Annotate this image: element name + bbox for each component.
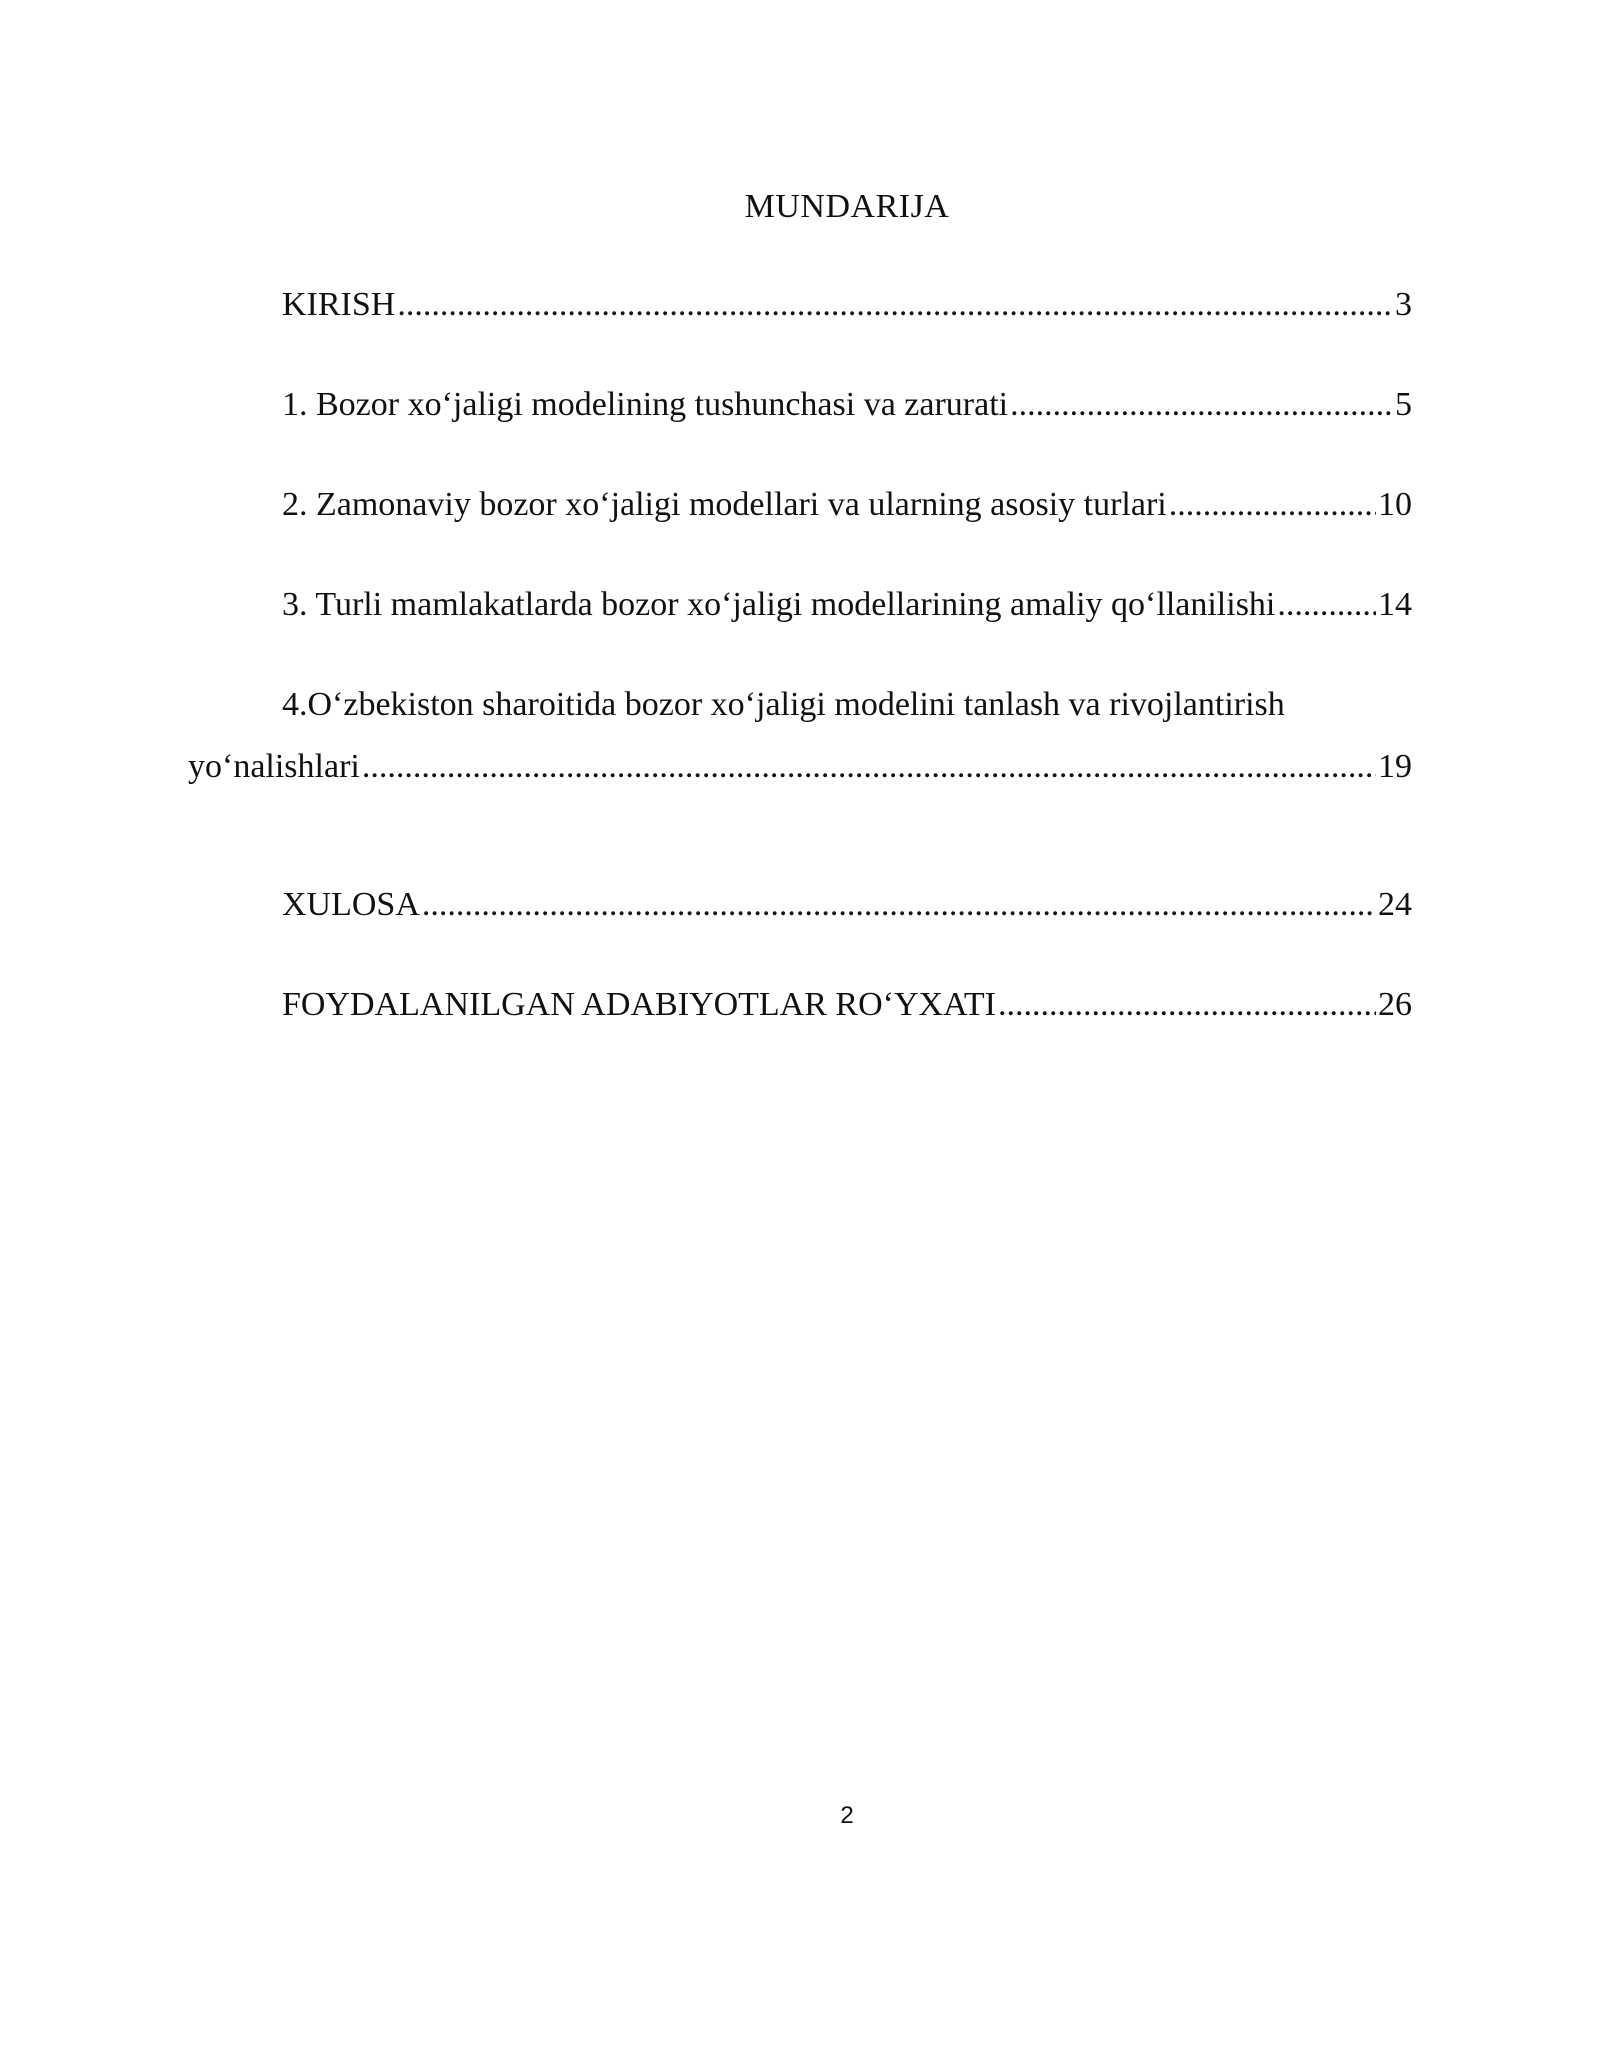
toc-entry-chapter-3[interactable] bbox=[188, 586, 1412, 686]
table-of-contents bbox=[188, 286, 1412, 1086]
toc-entry-chapter-4[interactable] bbox=[188, 686, 1412, 886]
toc-entry-conclusion[interactable] bbox=[188, 886, 1412, 986]
toc-title: MUNDARIJA bbox=[744, 188, 950, 225]
toc-entry-label: XULOSA bbox=[282, 886, 420, 923]
toc-entry-label-line2: yo‘nalishlari bbox=[188, 748, 360, 785]
dot-leader bbox=[998, 986, 1376, 1024]
toc-entry-introduction[interactable] bbox=[188, 286, 1412, 386]
page-number: 2 bbox=[840, 1802, 854, 1829]
toc-entry-label: KIRISH bbox=[282, 286, 396, 323]
toc-entry-page: 5 bbox=[1395, 386, 1412, 423]
toc-entry-label-line1: 4.O‘zbekiston sharoitida bozor xo‘jaligi modelini tanlash va rivojlantirish bbox=[282, 686, 1285, 723]
toc-entry-chapter-2[interactable] bbox=[188, 486, 1412, 586]
toc-entry-page: 26 bbox=[1378, 986, 1412, 1023]
dot-leader bbox=[1277, 586, 1376, 624]
dot-leader bbox=[397, 286, 1393, 324]
dot-leader bbox=[1010, 386, 1393, 424]
toc-entry-label: FOYDALANILGAN ADABIYOTLAR RO‘YXATI bbox=[282, 986, 996, 1023]
toc-entry-page: 19 bbox=[1378, 748, 1412, 785]
toc-entry-page: 3 bbox=[1395, 286, 1412, 323]
dot-leader bbox=[422, 886, 1376, 924]
toc-entry-label: 1. Bozor xo‘jaligi modelining tushunchasi va zarurati bbox=[282, 386, 1009, 423]
toc-entry-page: 10 bbox=[1378, 486, 1412, 523]
toc-entry-page: 14 bbox=[1378, 586, 1412, 623]
dot-leader bbox=[1169, 486, 1376, 524]
toc-entry-label: 2. Zamonaviy bozor xo‘jaligi modellari va ularning asosiy turlari bbox=[282, 486, 1167, 523]
dot-leader bbox=[362, 748, 1376, 786]
toc-entry-references[interactable] bbox=[188, 986, 1412, 1086]
toc-entry-chapter-1[interactable] bbox=[188, 386, 1412, 486]
toc-entry-page: 24 bbox=[1378, 886, 1412, 923]
toc-entry-label: 3. Turli mamlakatlarda bozor xo‘jaligi modellarining amaliy qo‘llanilishi bbox=[282, 586, 1276, 623]
